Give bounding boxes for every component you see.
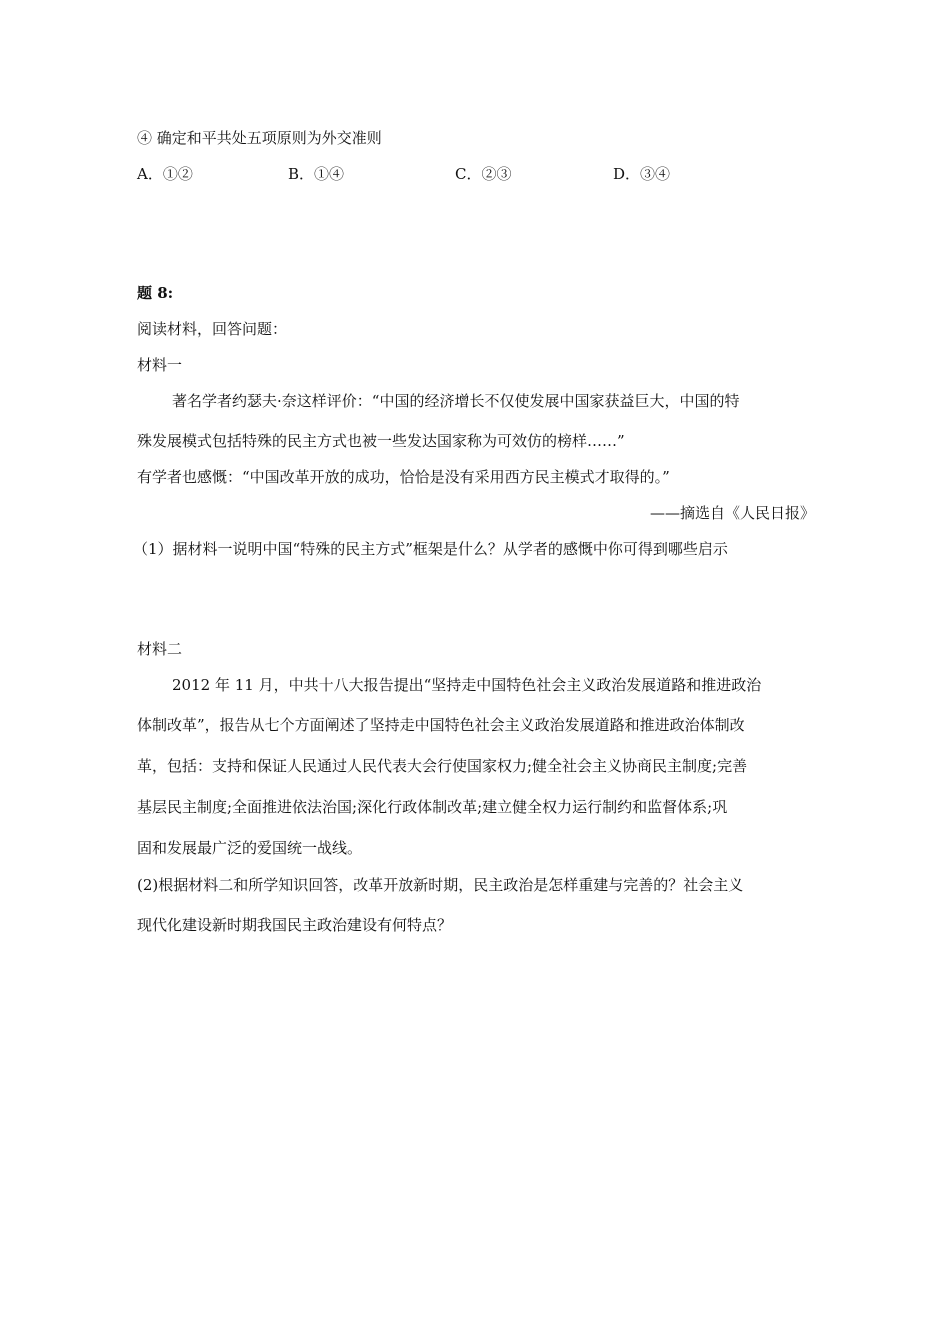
question8-intro: 阅读材料，回答问题：	[137, 320, 288, 338]
question8-title: 题 8:	[137, 284, 174, 302]
material2-line: 基层民主制度;全面推进依法治国;深化行政体制改革;建立健全权力运行制约和监督体系;巩	[137, 798, 728, 816]
option-a: A．①②	[137, 165, 193, 183]
material1-line: 著名学者约瑟夫·奈这样评价：“中国的经济增长不仅使发展中国家获益巨大，中国的特	[172, 392, 740, 410]
material2-line: 固和发展最广泛的爱国统一战线。	[137, 839, 363, 857]
question7-item4: ④ 确定和平共处五项原则为外交准则	[137, 129, 382, 147]
option-d: D．③④	[613, 165, 671, 183]
material1-line: 有学者也感慨：“中国改革开放的成功，恰恰是没有采用西方民主模式才取得的。”	[137, 468, 670, 486]
material2-line: 革，包括：支持和保证人民通过人民代表大会行使国家权力;健全社会主义协商民主制度;完善	[137, 757, 748, 775]
question2-line: 现代化建设新时期我国民主政治建设有何特点？	[137, 916, 453, 934]
material1-line: 殊发展模式包括特殊的民主方式也被一些发达国家称为可效仿的榜样……”	[137, 432, 625, 450]
question1: （1）据材料一说明中国“特殊的民主方式”框架是什么？从学者的感慨中你可得到哪些启示	[133, 540, 728, 558]
material1-label: 材料一	[137, 356, 183, 374]
material2-line: 2012 年 11 月，中共十八大报告提出“坚持走中国特色社会主义政治发展道路和推进政治	[172, 676, 762, 694]
material2-line: 体制改革”，报告从七个方面阐述了坚持走中国特色社会主义政治发展道路和推进政治体制改	[137, 716, 745, 734]
option-c: C．②③	[455, 165, 512, 183]
question2-line: (2)根据材料二和所学知识回答，改革开放新时期，民主政治是怎样重建与完善的？社会主义	[137, 876, 744, 894]
option-b: B．①④	[288, 165, 345, 183]
material2-label: 材料二	[137, 640, 183, 658]
material1-source: ——摘选自《人民日报》	[649, 504, 815, 522]
